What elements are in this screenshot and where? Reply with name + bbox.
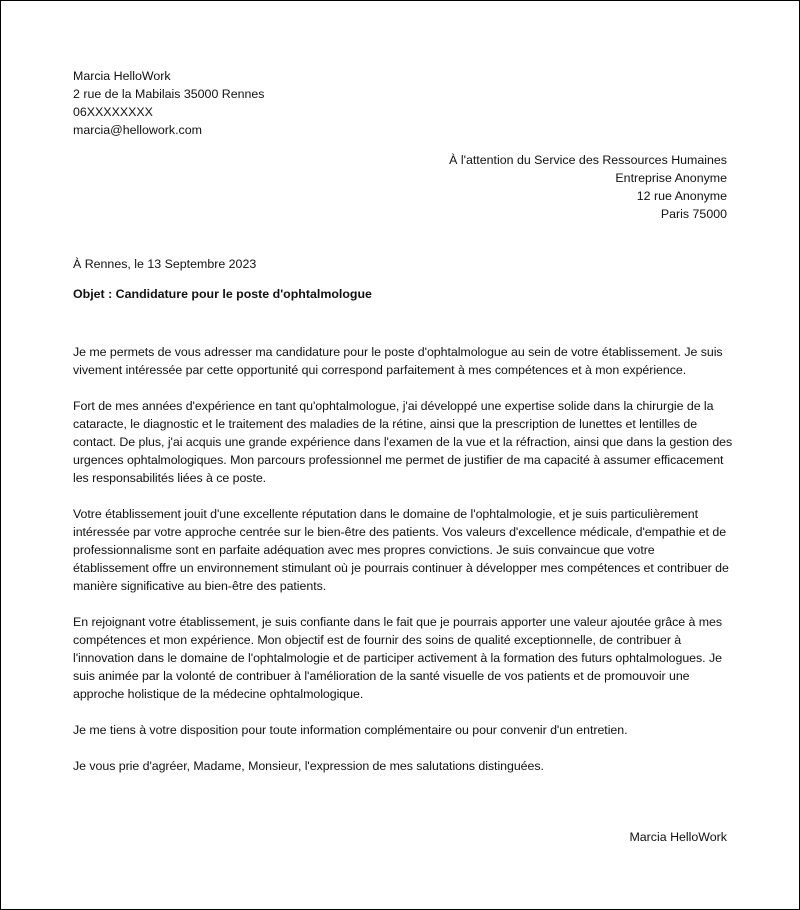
sender-name: Marcia HelloWork	[73, 69, 171, 83]
recipient-attention: À l'attention du Service des Ressources Humaines	[449, 153, 727, 167]
sender-phone: 06XXXXXXXX	[73, 105, 153, 119]
paragraph-availability: Je me tiens à votre disposition pour toute information complémentaire ou pour convenir d'un entretien.	[73, 723, 628, 737]
subject-line: Objet : Candidature pour le poste d'ophtalmologue	[73, 287, 372, 301]
paragraph-motivation: En rejoignant votre établissement, je suis confiante dans le fait que je pourrais apporter une valeur ajoutée grâce à mes compétences et mon expérience. Mon objectif est de fournir des soins de qualité exceptionnelle, de contribuer à l'innovation dans le domaine de l'ophtalmologie et de participer activement à la formation des futurs ophtalmologues. Je suis animée par la volonté de contribuer à l'amélioration de la santé visuelle de vos patients et de promouvoir une approche holistique de la médecine ophtalmologique.	[73, 615, 722, 701]
recipient-company: Entreprise Anonyme	[615, 171, 727, 185]
recipient-city: Paris 75000	[660, 207, 727, 221]
recipient-block	[449, 151, 727, 223]
paragraph-closing: Je vous prie d'agréer, Madame, Monsieur, l'expression de mes salutations distinguées.	[73, 759, 544, 773]
paragraph-intro: Je me permets de vous adresser ma candidature pour le poste d'ophtalmologue au sein de votre établissement. Je suis vivement intéressée par cette opportunité qui correspond parfaitement à mes compétences et à mon expérience.	[73, 345, 723, 377]
recipient-street: 12 rue Anonyme	[636, 189, 727, 203]
sender-address: 2 rue de la Mabilais 35000 Rennes	[73, 87, 265, 101]
paragraph-establishment: Votre établissement jouit d'une excellente réputation dans le domaine de l'ophtalmologie, et je suis particulièrement intéressée par votre approche centrée sur le bien-être des patients. Vos valeurs d'excellence médicale, d'empathie et de professionnalisme sont en parfaite adéquation avec mes propres convictions. Je suis convaincue que votre établissement offre un environnement stimulant où je pourrais continuer à développer mes compétences et contribuer de manière significative au bien-être des patients.	[73, 507, 729, 593]
letter-body	[73, 343, 733, 793]
paragraph-experience: Fort de mes années d'expérience en tant qu'ophtalmologue, j'ai développé une expertise solide dans la chirurgie de la cataracte, le diagnostic et le traitement des maladies de la rétine, ainsi que la prescription de lunettes et lentilles de contact. De plus, j'ai acquis une grande expérience dans l'examen de la vue et la réfraction, ainsi que dans la gestion des urgences ophtalmologiques. Mon parcours professionnel me permet de justifier de ma capacité à assumer efficacement les responsabilités liées à ce poste.	[73, 399, 733, 485]
sender-block	[73, 67, 265, 139]
signature: Marcia HelloWork	[629, 830, 727, 844]
sender-email: marcia@hellowork.com	[73, 123, 202, 137]
date-line: À Rennes, le 13 Septembre 2023	[73, 257, 257, 271]
